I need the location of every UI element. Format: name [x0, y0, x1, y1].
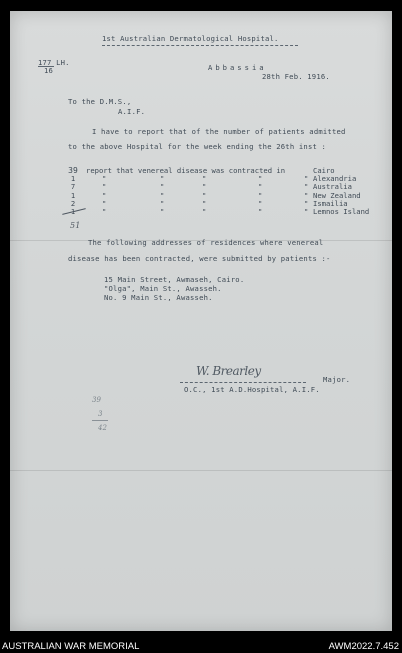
report-lead-text: report that venereal disease was contracted in	[86, 166, 286, 175]
ditto-mark: "	[160, 207, 165, 216]
ditto-mark: "	[102, 198, 107, 208]
total-count: 51	[70, 221, 81, 230]
file-reference: 177 LH.	[38, 58, 70, 67]
address-2: "Olga", Main St., Awasseh.	[104, 284, 222, 293]
ditto-mark: "	[304, 174, 309, 184]
ditto-mark: "	[258, 190, 263, 200]
signatory-rank: Major.	[323, 375, 351, 384]
case-count: 2	[70, 198, 76, 208]
signatory-title: O.C., 1st A.D.Hospital, A.I.F.	[184, 385, 320, 394]
margin-note-3: 42	[98, 424, 107, 432]
ditto-mark: "	[202, 174, 207, 184]
paragraph-2-line-1: The following addresses of residences where venereal	[88, 238, 324, 247]
ditto-mark: "	[202, 182, 207, 192]
ditto-mark: "	[258, 207, 263, 216]
ditto-mark: "	[102, 174, 107, 184]
ditto-mark: "	[258, 182, 263, 192]
ditto-mark: "	[202, 190, 207, 200]
case-place: New Zealand	[313, 190, 361, 200]
address-3: No. 9 Main St., Awasseh.	[104, 293, 213, 302]
addressee-line-2: A.I.F.	[118, 107, 146, 116]
case-place: Australia	[313, 182, 352, 192]
ditto-mark: "	[102, 182, 107, 192]
file-reference-number: 16	[44, 66, 54, 75]
ditto-mark: "	[160, 182, 165, 192]
case-place: Cairo	[313, 166, 335, 175]
addressee-line-1: To the D.M.S.,	[68, 97, 132, 106]
case-count: 1	[70, 207, 76, 216]
ditto-mark: "	[258, 174, 263, 184]
ditto-mark: "	[202, 207, 207, 216]
signature-rule	[180, 382, 306, 383]
case-place: Ismailia	[313, 198, 348, 208]
margin-note-rule	[92, 420, 108, 421]
footer-accession-number: AWM2022.7.452	[328, 641, 399, 652]
margin-note-1: 39	[92, 396, 101, 404]
ditto-mark: "	[102, 207, 107, 216]
case-count: 1	[70, 190, 76, 200]
ditto-mark: "	[202, 198, 207, 208]
letter-date: 28th Feb. 1916.	[262, 72, 330, 81]
ditto-mark: "	[160, 190, 165, 200]
ditto-mark: "	[304, 198, 309, 208]
case-place: Lemnos Island	[313, 207, 370, 216]
case-count: 39	[68, 166, 78, 175]
margin-note-2: 3	[98, 410, 103, 418]
ditto-mark: "	[160, 198, 165, 208]
hospital-header: 1st Australian Dermatological Hospital.	[102, 34, 279, 43]
paper-fold	[10, 470, 392, 471]
ditto-mark: "	[304, 182, 309, 192]
case-place: Alexandria	[313, 174, 357, 184]
header-underline	[102, 45, 298, 46]
ditto-mark: "	[304, 207, 309, 216]
ditto-mark: "	[258, 198, 263, 208]
paragraph-1-line-2: to the above Hospital for the week ending the 26th inst :	[68, 142, 327, 151]
paragraph-1-line-1: I have to report that of the number of patients admitted	[92, 127, 346, 136]
ditto-mark: "	[304, 190, 309, 200]
case-count: 7	[70, 182, 76, 192]
ditto-mark: "	[160, 174, 165, 184]
address-1: 15 Main Street, Awmaseh, Cairo.	[104, 275, 245, 284]
signature: W. Brearley	[196, 364, 261, 378]
paragraph-2-line-2: disease has been contracted, were submitted by patients :-	[68, 254, 331, 263]
place-name: Abbassia	[208, 63, 267, 72]
footer-institution: AUSTRALIAN WAR MEMORIAL	[2, 641, 140, 652]
ditto-mark: "	[102, 190, 107, 200]
case-count: 1	[70, 174, 76, 184]
